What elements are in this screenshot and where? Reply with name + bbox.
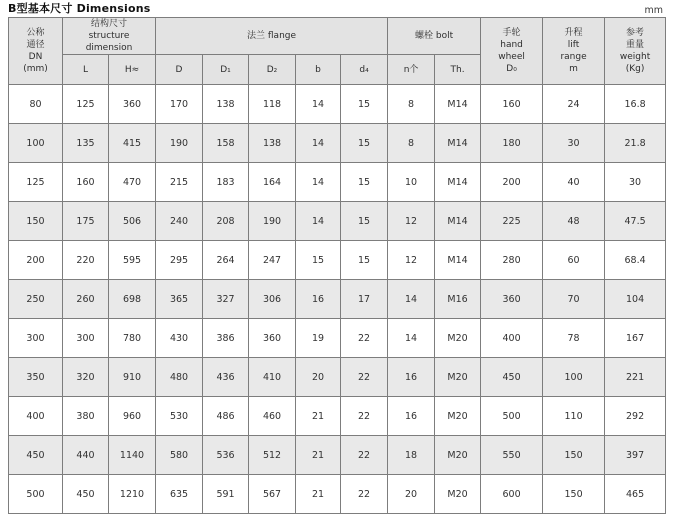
table-cell: 450 (9, 436, 63, 475)
col-header-lift-range (543, 18, 605, 85)
table-cell: 380 (63, 397, 109, 436)
table-cell: 536 (203, 436, 249, 475)
table-cell: 18 (388, 436, 435, 475)
table-cell: 430 (156, 319, 203, 358)
table-cell: 125 (63, 85, 109, 124)
table-row (9, 163, 666, 202)
col-header-D: D (156, 55, 203, 85)
table-cell: 15 (341, 124, 388, 163)
table-body (9, 85, 666, 514)
table-cell: 138 (249, 124, 296, 163)
table-cell: 300 (9, 319, 63, 358)
table-row (9, 124, 666, 163)
table-cell: 415 (109, 124, 156, 163)
table-cell: 20 (296, 358, 341, 397)
table-cell: 14 (296, 124, 341, 163)
table-row (9, 397, 666, 436)
table-cell: 240 (156, 202, 203, 241)
table-cell: 360 (249, 319, 296, 358)
table-cell: 15 (341, 202, 388, 241)
table-cell: 635 (156, 475, 203, 514)
table-cell: 16 (388, 358, 435, 397)
table-cell: 20 (388, 475, 435, 514)
table-cell: 260 (63, 280, 109, 319)
table-cell: 14 (296, 163, 341, 202)
table-cell: 22 (341, 436, 388, 475)
unit-label: mm (644, 5, 663, 16)
table-cell: M14 (435, 163, 481, 202)
table-cell: 295 (156, 241, 203, 280)
table-cell: 580 (156, 436, 203, 475)
table-row (9, 358, 666, 397)
col-header-dn (9, 18, 63, 85)
table-cell: 480 (156, 358, 203, 397)
table-cell: 15 (341, 85, 388, 124)
table-cell: 160 (481, 85, 543, 124)
col-header-weight-line: (Kg) (625, 64, 645, 75)
col-header-dn-line: 公称 (26, 27, 45, 38)
table-cell: 400 (481, 319, 543, 358)
table-row (9, 280, 666, 319)
table-header (9, 18, 666, 85)
table-cell: 698 (109, 280, 156, 319)
table-cell: 135 (63, 124, 109, 163)
table-cell: 591 (203, 475, 249, 514)
table-cell: 292 (605, 397, 666, 436)
table-cell: 16 (296, 280, 341, 319)
table-cell: 280 (481, 241, 543, 280)
table-cell: 600 (481, 475, 543, 514)
table-cell: 1140 (109, 436, 156, 475)
table-cell: 19 (296, 319, 341, 358)
table-cell: 221 (605, 358, 666, 397)
table-cell: 450 (63, 475, 109, 514)
table-cell: 22 (341, 319, 388, 358)
table-cell: 104 (605, 280, 666, 319)
table-cell: 110 (543, 397, 605, 436)
group-header-flange: 法兰 flange (156, 18, 388, 55)
table-cell: 16.8 (605, 85, 666, 124)
table-cell: M16 (435, 280, 481, 319)
table-cell: 78 (543, 319, 605, 358)
col-header-D1: D₁ (203, 55, 249, 85)
group-header-structure (63, 18, 156, 55)
table-cell: 158 (203, 124, 249, 163)
col-header-Th: Th. (435, 55, 481, 85)
table-cell: 506 (109, 202, 156, 241)
table-cell: 567 (249, 475, 296, 514)
table-cell: 118 (249, 85, 296, 124)
col-header-weight (605, 18, 666, 85)
table-cell: 60 (543, 241, 605, 280)
table-cell: 183 (203, 163, 249, 202)
table-cell: 436 (203, 358, 249, 397)
table-cell: M20 (435, 319, 481, 358)
table-cell: 365 (156, 280, 203, 319)
table-cell: M20 (435, 436, 481, 475)
table-cell: 167 (605, 319, 666, 358)
col-header-lift-line: 升程 (564, 27, 583, 38)
table-cell: 400 (9, 397, 63, 436)
table-cell: 160 (63, 163, 109, 202)
table-cell: 500 (9, 475, 63, 514)
table-cell: 175 (63, 202, 109, 241)
table-cell: 14 (388, 280, 435, 319)
table-cell: 150 (543, 436, 605, 475)
table-cell: 21 (296, 475, 341, 514)
table-row (9, 85, 666, 124)
table-cell: M14 (435, 124, 481, 163)
table-row (9, 202, 666, 241)
table-cell: 15 (296, 241, 341, 280)
table-cell: 150 (543, 475, 605, 514)
table-cell: 530 (156, 397, 203, 436)
col-header-weight-line: weight (619, 52, 651, 63)
col-header-handwheel-line: wheel (498, 52, 525, 63)
table-cell: 250 (9, 280, 63, 319)
table-row (9, 436, 666, 475)
table-cell: 200 (481, 163, 543, 202)
col-header-lift-line: m (569, 64, 578, 75)
table-cell: 14 (388, 319, 435, 358)
table-cell: 360 (481, 280, 543, 319)
table-cell: 470 (109, 163, 156, 202)
col-header-handwheel-line: D₀ (506, 64, 517, 75)
table-cell: 190 (249, 202, 296, 241)
table-cell: 12 (388, 241, 435, 280)
table-cell: 225 (481, 202, 543, 241)
table-cell: 220 (63, 241, 109, 280)
table-row (9, 475, 666, 514)
table-cell: 68.4 (605, 241, 666, 280)
table-cell: M20 (435, 358, 481, 397)
table-cell: 247 (249, 241, 296, 280)
table-cell: 15 (341, 241, 388, 280)
table-cell: 40 (543, 163, 605, 202)
table-cell: 21 (296, 436, 341, 475)
table-cell: 320 (63, 358, 109, 397)
col-header-weight-line: 重量 (626, 40, 645, 51)
dimensions-table (8, 17, 666, 514)
table-cell: 397 (605, 436, 666, 475)
table-cell: 460 (249, 397, 296, 436)
col-header-handwheel (481, 18, 543, 85)
table-cell: 14 (296, 85, 341, 124)
header-group-row (9, 18, 666, 55)
table-cell: 190 (156, 124, 203, 163)
table-cell: 48 (543, 202, 605, 241)
col-header-weight-line: 参考 (626, 27, 645, 38)
table-cell: 22 (341, 358, 388, 397)
table-cell: 22 (341, 475, 388, 514)
table-cell: 465 (605, 475, 666, 514)
table-cell: M14 (435, 85, 481, 124)
page-title: B型基本尺寸 Dimensions (8, 2, 151, 15)
table-cell: 440 (63, 436, 109, 475)
col-header-lift-line: lift (567, 40, 580, 51)
table-cell: 486 (203, 397, 249, 436)
col-header-b: b (296, 55, 341, 85)
table-cell: 30 (543, 124, 605, 163)
col-header-dn-line: DN (28, 52, 43, 63)
table-cell: 8 (388, 85, 435, 124)
table-cell: 80 (9, 85, 63, 124)
table-cell: 22 (341, 397, 388, 436)
table-cell: M14 (435, 202, 481, 241)
table-cell: 360 (109, 85, 156, 124)
table-cell: 30 (605, 163, 666, 202)
table-cell: 780 (109, 319, 156, 358)
table-cell: 100 (543, 358, 605, 397)
title-bar (8, 2, 665, 16)
table-cell: 70 (543, 280, 605, 319)
table-cell: 450 (481, 358, 543, 397)
table-cell: 21 (296, 397, 341, 436)
table-cell: 595 (109, 241, 156, 280)
col-header-dn-line: (mm) (23, 64, 48, 75)
table-cell: 170 (156, 85, 203, 124)
col-header-d4: d₄ (341, 55, 388, 85)
table-cell: 500 (481, 397, 543, 436)
table-cell: 350 (9, 358, 63, 397)
table-cell: 16 (388, 397, 435, 436)
col-header-lift-line: range (560, 52, 587, 63)
table-cell: 386 (203, 319, 249, 358)
table-cell: 17 (341, 280, 388, 319)
table-cell: M14 (435, 241, 481, 280)
table-row (9, 241, 666, 280)
col-header-D2: D₂ (249, 55, 296, 85)
table-cell: 550 (481, 436, 543, 475)
col-header-dn-line: 通径 (26, 40, 45, 51)
table-cell: 910 (109, 358, 156, 397)
table-cell: 960 (109, 397, 156, 436)
group-header-bolt: 螺栓 bolt (388, 18, 481, 55)
col-header-n: n个 (388, 55, 435, 85)
group-header-structure-en: structure dimension (85, 31, 133, 54)
table-cell: 512 (249, 436, 296, 475)
table-cell: 327 (203, 280, 249, 319)
table-row (9, 319, 666, 358)
table-cell: 150 (9, 202, 63, 241)
table-cell: 200 (9, 241, 63, 280)
table-cell: 47.5 (605, 202, 666, 241)
table-cell: 10 (388, 163, 435, 202)
table-cell: 8 (388, 124, 435, 163)
table-cell: 300 (63, 319, 109, 358)
group-header-structure-cn: 结构尺寸 (91, 19, 128, 29)
table-cell: M20 (435, 397, 481, 436)
table-cell: 24 (543, 85, 605, 124)
table-cell: 21.8 (605, 124, 666, 163)
table-cell: 125 (9, 163, 63, 202)
col-header-L: L (63, 55, 109, 85)
table-cell: 14 (296, 202, 341, 241)
table-cell: 180 (481, 124, 543, 163)
table-cell: M20 (435, 475, 481, 514)
table-cell: 15 (341, 163, 388, 202)
table-cell: 410 (249, 358, 296, 397)
table-cell: 306 (249, 280, 296, 319)
table-cell: 100 (9, 124, 63, 163)
col-header-handwheel-line: 手轮 (502, 27, 521, 38)
table-cell: 208 (203, 202, 249, 241)
table-cell: 1210 (109, 475, 156, 514)
col-header-H: H≈ (109, 55, 156, 85)
table-cell: 215 (156, 163, 203, 202)
table-cell: 264 (203, 241, 249, 280)
table-cell: 12 (388, 202, 435, 241)
table-cell: 138 (203, 85, 249, 124)
table-cell: 164 (249, 163, 296, 202)
col-header-handwheel-line: hand (500, 40, 523, 51)
